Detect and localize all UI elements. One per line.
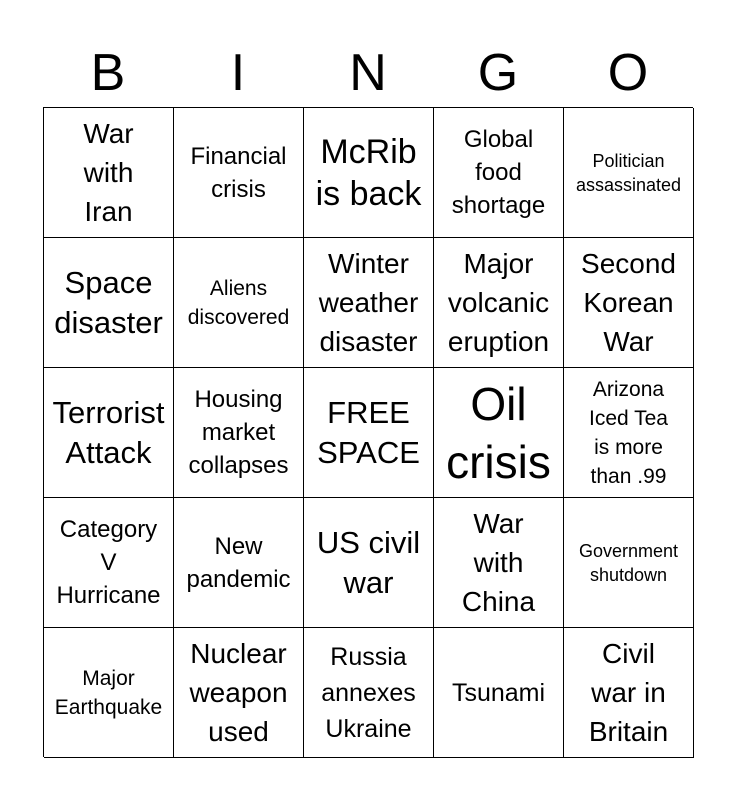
- bingo-cell[interactable]: [564, 628, 694, 758]
- header-letter-n: N: [349, 44, 387, 102]
- header-letter-b: B: [90, 44, 126, 102]
- bingo-cell-label: Financial crisis: [190, 142, 287, 203]
- header-letter-i: I: [230, 44, 246, 102]
- bingo-cell[interactable]: [174, 238, 304, 368]
- bingo-cell[interactable]: [304, 368, 434, 498]
- bingo-cell-label: Aliens discovered: [187, 276, 290, 329]
- bingo-cell-label: Major volcanic eruption: [447, 248, 550, 357]
- header-letter-o: O: [607, 44, 649, 102]
- bingo-cell-label: Government shutdown: [578, 540, 679, 585]
- bingo-cell[interactable]: [174, 368, 304, 498]
- bingo-cell[interactable]: [434, 108, 564, 238]
- header-letter-g: G: [477, 44, 519, 102]
- bingo-cell[interactable]: [304, 108, 434, 238]
- bingo-cell-label: Civil war in Britain: [588, 638, 669, 747]
- bingo-cell-label: Terrorist Attack: [52, 394, 165, 470]
- bingo-cell[interactable]: [564, 238, 694, 368]
- bingo-cell-label: Oil crisis: [446, 377, 551, 488]
- bingo-header: [43, 38, 693, 108]
- bingo-cell[interactable]: [434, 238, 564, 368]
- bingo-cell-label: Major Earthquake: [54, 666, 163, 719]
- bingo-cell[interactable]: [44, 108, 174, 238]
- bingo-cell-label: War with Iran: [83, 118, 134, 227]
- bingo-cell-label: Nuclear weapon used: [189, 638, 288, 747]
- bingo-cell[interactable]: [434, 498, 564, 628]
- bingo-cell-label: US civil war: [316, 524, 421, 600]
- bingo-cell-label: War with China: [461, 508, 536, 617]
- bingo-cell-label: Arizona Iced Tea is more than .99: [588, 377, 668, 488]
- bingo-cell[interactable]: [44, 238, 174, 368]
- bingo-cell[interactable]: [564, 108, 694, 238]
- bingo-board: [43, 107, 693, 757]
- bingo-cell[interactable]: [44, 498, 174, 628]
- bingo-cell[interactable]: [174, 108, 304, 238]
- bingo-cell-label: Space disaster: [54, 264, 163, 340]
- bingo-cell[interactable]: [564, 368, 694, 498]
- bingo-cell[interactable]: [174, 498, 304, 628]
- bingo-cell[interactable]: [564, 498, 694, 628]
- bingo-cell-label: New pandemic: [186, 532, 291, 593]
- bingo-cell[interactable]: [304, 238, 434, 368]
- bingo-cell-label: Tsunami: [451, 678, 546, 707]
- bingo-cell[interactable]: [434, 628, 564, 758]
- bingo-cell-label: Global food shortage: [451, 126, 546, 219]
- bingo-cell[interactable]: [44, 368, 174, 498]
- bingo-cell[interactable]: [174, 628, 304, 758]
- bingo-cell[interactable]: [304, 498, 434, 628]
- bingo-cell[interactable]: [434, 368, 564, 498]
- bingo-cell-label: Housing market collapses: [188, 386, 289, 479]
- bingo-cell-label: FREE SPACE: [317, 394, 420, 470]
- bingo-cell[interactable]: [304, 628, 434, 758]
- bingo-cell[interactable]: [44, 628, 174, 758]
- bingo-cell-label: Winter weather disaster: [318, 248, 419, 357]
- bingo-cell-label: Russia annexes Ukraine: [321, 642, 416, 743]
- bingo-cell-label: McRib is back: [315, 132, 422, 213]
- bingo-cell-label: Category V Hurricane: [56, 516, 161, 609]
- bingo-cell-label: Politician assassinated: [575, 150, 682, 195]
- bingo-cell-label: Second Korean War: [581, 248, 676, 357]
